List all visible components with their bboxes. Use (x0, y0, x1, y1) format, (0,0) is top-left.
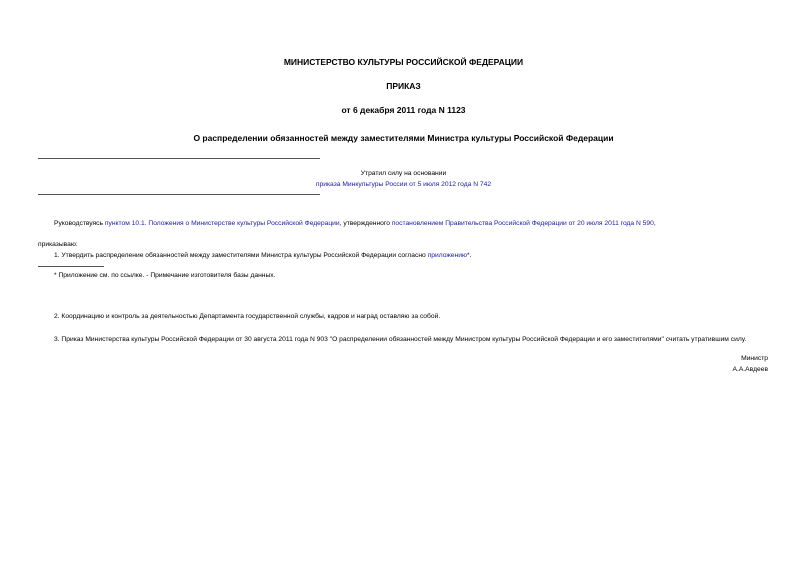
basis-suffix: , (653, 220, 656, 227)
government-decree-link[interactable]: постановлением Правительства Российской Федерации от 20 июля 2011 года N 590 (391, 220, 654, 227)
divider-top (38, 158, 320, 159)
appendix-link[interactable]: приложению (427, 252, 467, 259)
lost-force-text: Утратил силу на основании (360, 170, 447, 177)
basis-middle: , утвержденного (339, 220, 392, 227)
lost-force-link[interactable]: приказа Минкультуры России от 5 июля 2012 года N 742 (315, 181, 492, 188)
footnote-divider (38, 266, 104, 267)
document-title: О распределении обязанностей между заместителями Министра культуры Российской Федерации (193, 133, 614, 143)
divider-bottom (38, 194, 320, 195)
order-word: приказываю: (38, 241, 78, 248)
date-number: от 6 декабря 2011 года N 1123 (341, 105, 466, 115)
basis-paragraph (54, 220, 656, 227)
signature-position: Министр (741, 355, 768, 362)
item-3: 3. Приказ Министерства культуры Российской Федерации от 30 августа 2011 года N 903 "О распределении обязанностей между Министром культуры Российской Федерации и его заместителями" считать утратившим силу. (54, 336, 747, 343)
item-2: 2. Координацию и контроль за деятельностью Департамента государственной службы, кадров и наград оставляю за собой. (54, 313, 441, 320)
basis-prefix: Руководствуясь (54, 220, 105, 227)
lost-force-line (0, 181, 807, 188)
signature-name: А.А.Авдеев (732, 366, 768, 373)
footnote: * Приложение см. по ссылке. - Примечание изготовителя базы данных. (54, 272, 276, 279)
ministry-heading: МИНИСТЕРСТВО КУЛЬТУРЫ РОССИЙСКОЙ ФЕДЕРАЦИИ (283, 57, 524, 67)
item-1-suffix: *. (466, 252, 472, 259)
item-1 (54, 252, 471, 259)
regulation-link[interactable]: пунктом 10.1. Положения о Министерстве культуры Российской Федерации (104, 220, 340, 227)
item-1-text: 1. Утвердить распределение обязанностей между заместителями Министра культуры Российской Федерации согласно (54, 252, 428, 259)
doc-type-heading: ПРИКАЗ (386, 81, 421, 91)
